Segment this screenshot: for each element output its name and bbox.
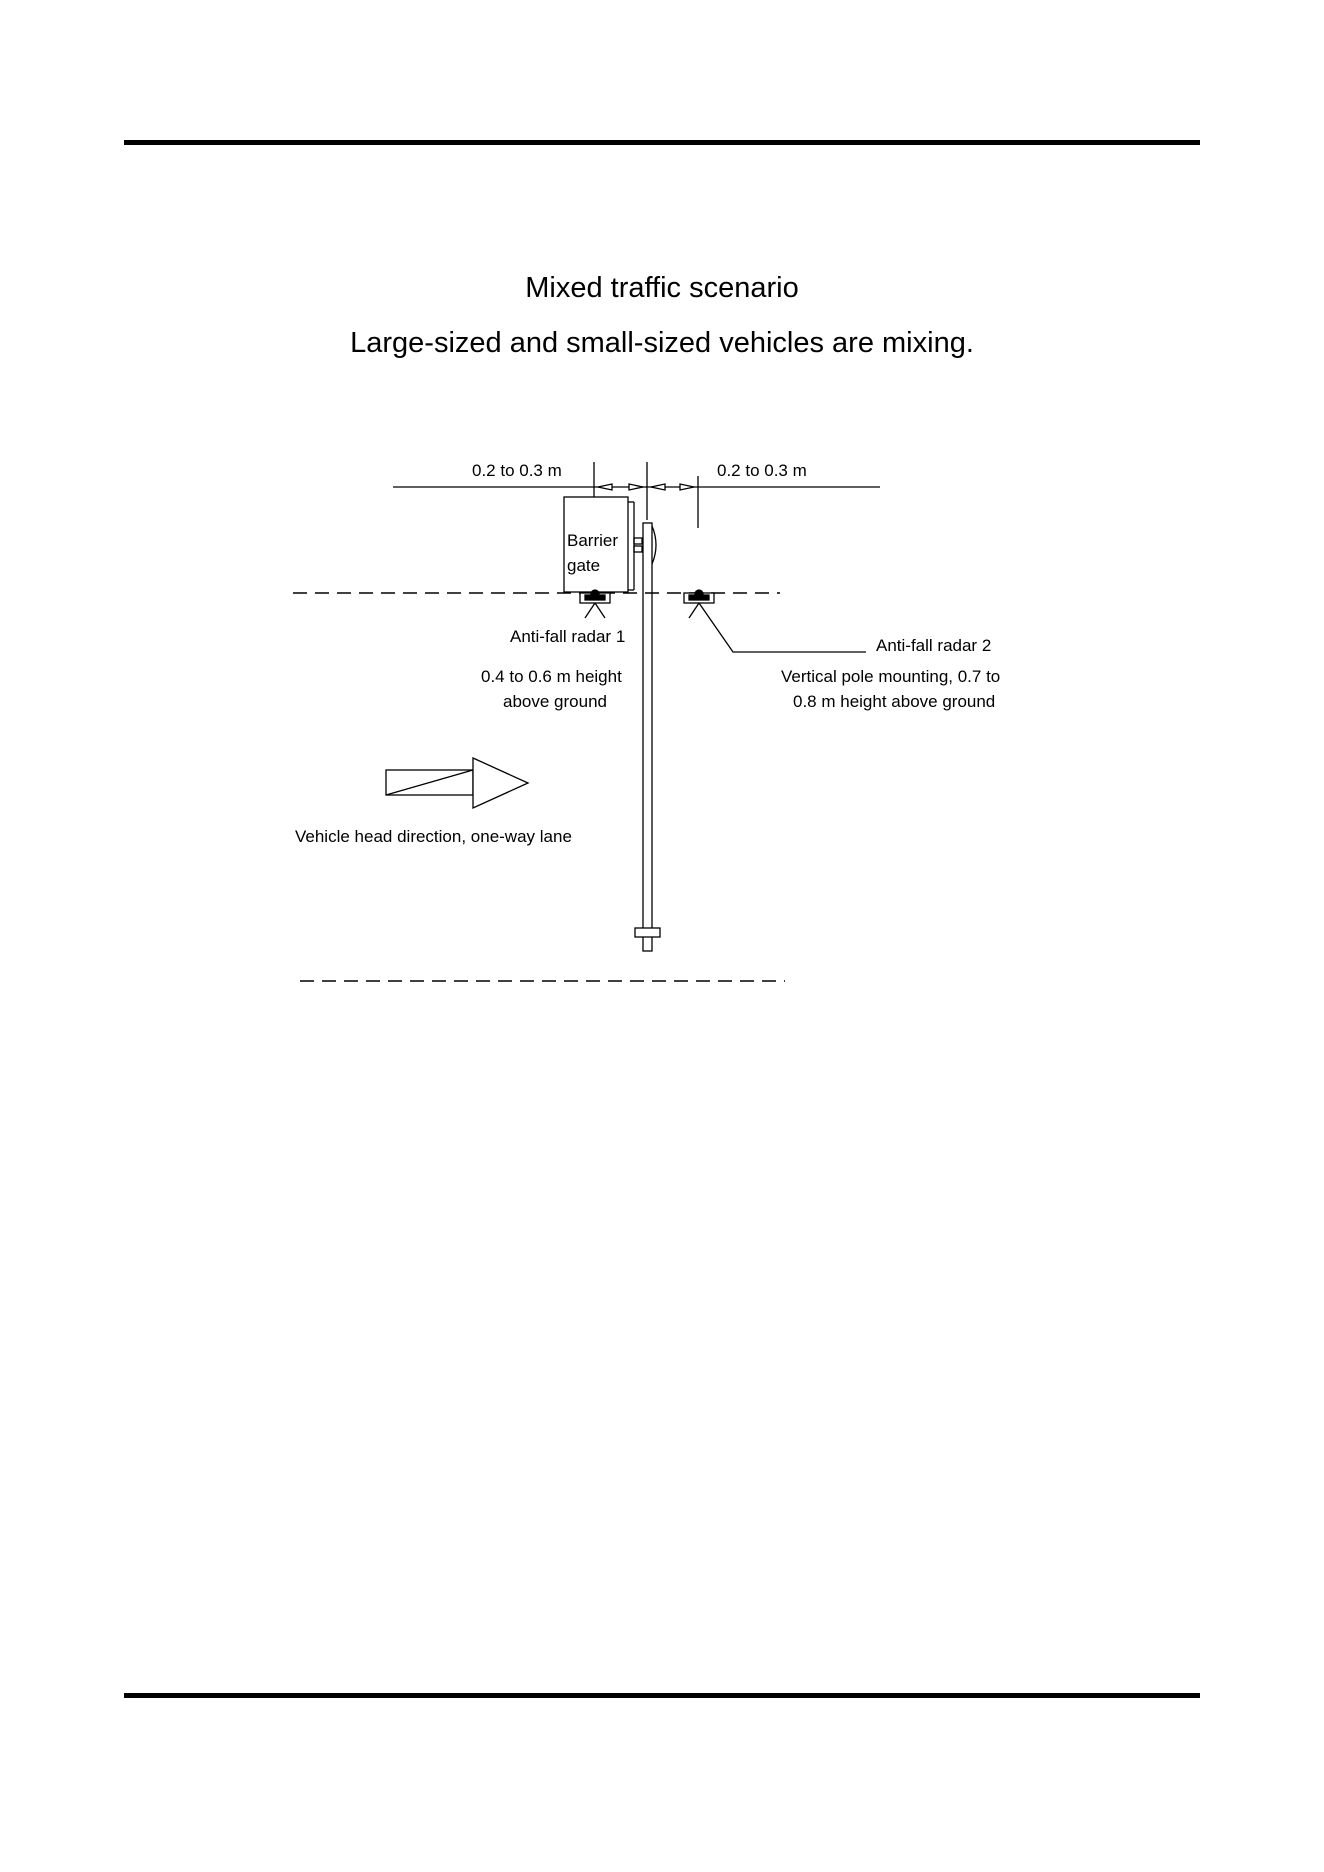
arrowhead (598, 484, 612, 490)
arrowhead (680, 484, 694, 490)
pole-base (635, 928, 660, 937)
arrowhead (629, 484, 643, 490)
connector (634, 538, 642, 544)
radar2-mount-line1: Vertical pole mounting, 0.7 to (781, 667, 1001, 686)
vehicle-direction-arrow-icon (386, 758, 528, 808)
arrowhead (651, 484, 665, 490)
radar1-icon (580, 590, 610, 618)
radar2-label: Anti-fall radar 2 (876, 636, 992, 655)
radar1-height-line2: above ground (503, 692, 607, 711)
diagram-subtitle: Large-sized and small-sized vehicles are mixing. (350, 327, 974, 359)
barrier-gate-label-line1: Barrier (567, 531, 619, 550)
barrier-gate-label-line2: gate (567, 556, 601, 575)
vertical-pole (643, 523, 652, 951)
radar2-mount-line2: 0.8 m height above ground (793, 692, 996, 711)
vehicle-direction-label: Vehicle head direction, one-way lane (295, 827, 572, 846)
diagram-title: Mixed traffic scenario (525, 272, 799, 304)
radar1-height-line1: 0.4 to 0.6 m height (481, 667, 622, 686)
left-distance-label: 0.2 to 0.3 m (472, 461, 562, 480)
connector (634, 546, 642, 552)
right-distance-label: 0.2 to 0.3 m (717, 461, 807, 480)
radar1-label: Anti-fall radar 1 (510, 627, 626, 646)
radar2-icon (684, 590, 866, 652)
